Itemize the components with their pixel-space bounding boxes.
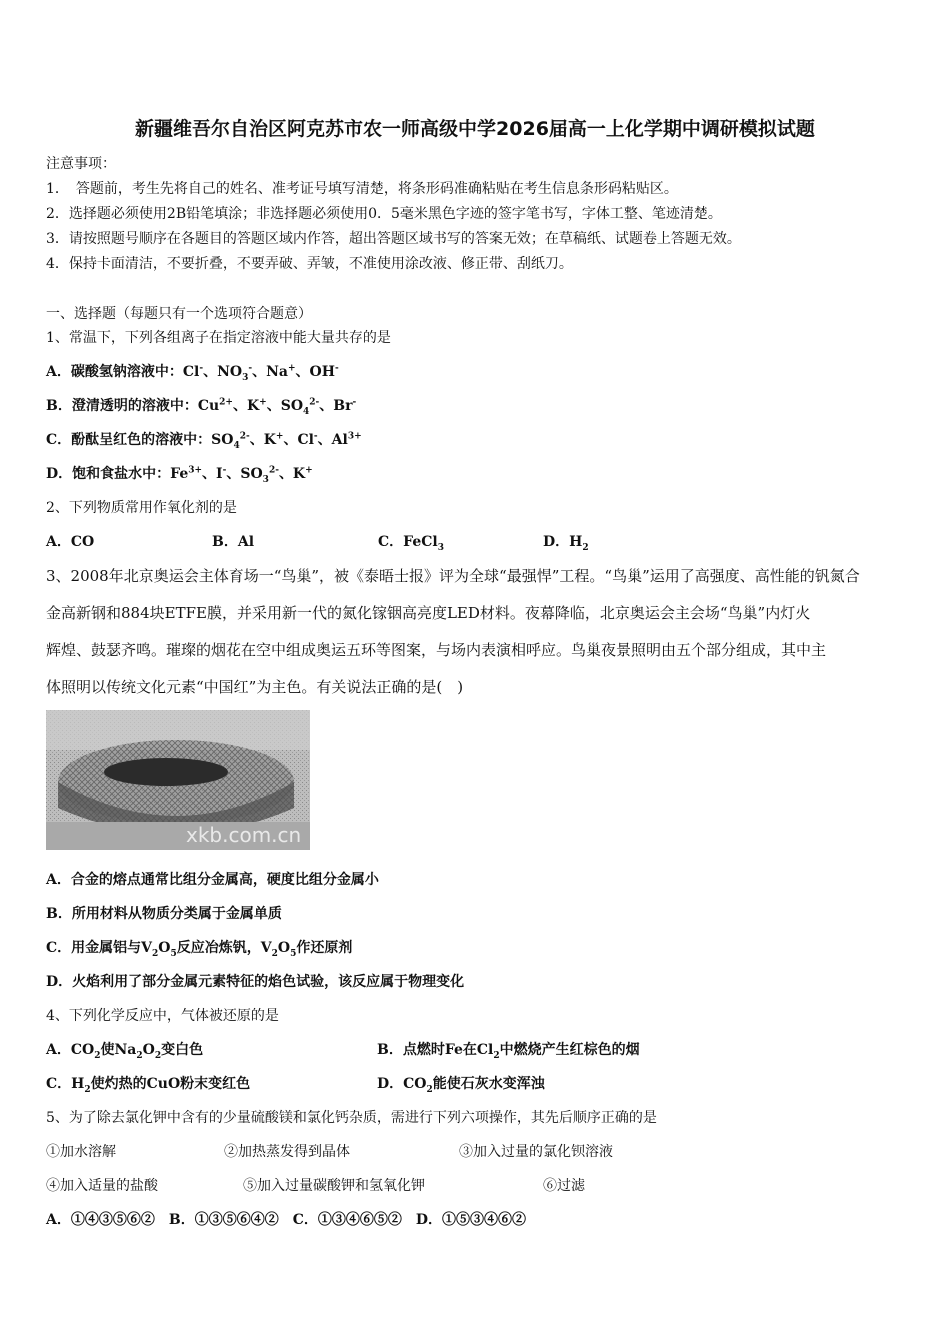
q4-option-a: A．$CO_2$使$Na_2O_2$变白色: [46, 1042, 204, 1061]
q1-stem: 1、常温下，下列各组离子在指定溶液中能大量共存的是: [46, 330, 391, 346]
notice-item-2: 2．选择题必须使用2B铅笔填涂；非选择题必须使用0．5毫米黑色字迹的签字笔书写，字体工整、笔迹清楚。: [46, 206, 722, 222]
q5-step-5: ⑤加入过量碳酸钾和氢氧化钾: [243, 1178, 425, 1194]
q4-option-b: B．点燃时Fe在$Cl_2$中燃烧产生红棕色的烟: [377, 1042, 640, 1061]
birds-nest-stadium-photo: [46, 710, 310, 850]
page-title: 新疆维吾尔自治区阿克苏市农一师高级中学2026届高一上化学期中调研模拟试题: [135, 118, 815, 140]
q2-stem: 2、下列物质常用作氧化剂的是: [46, 500, 237, 516]
q2-option-c: C．FeCl$_3$: [378, 534, 444, 553]
q1-option-d: D．饱和食盐水中：$Fe^{3+}$、I-、$SO_3^{2-}$、K+: [46, 465, 313, 485]
q2-option-a: A．CO: [46, 534, 95, 550]
q5-step-6: ⑥过滤: [543, 1178, 585, 1194]
notice-item-3: 3．请按照题号顺序在各题目的答题区域内作答，超出答题区域书写的答案无效；在草稿纸、试题卷上答题无效。: [46, 231, 741, 247]
photo-watermark: xkb.com.cn: [186, 823, 302, 847]
notice-heading: 注意事项：: [46, 156, 116, 172]
q5-step-4: ④加入适量的盐酸: [46, 1178, 158, 1194]
q5-step-2: ②加热蒸发得到晶体: [224, 1144, 350, 1160]
q2-option-b: B．Al: [212, 534, 255, 550]
q4-stem: 4、下列化学反应中，气体被还原的是: [46, 1008, 279, 1024]
section-heading: 一、选择题（每题只有一个选项符合题意）: [46, 306, 312, 322]
q5-stem: 5、为了除去氯化钾中含有的少量硫酸镁和氯化钙杂质，需进行下列六项操作，其先后顺序正确的是: [46, 1110, 657, 1126]
q3-stem-line-2: 金高新钢和884块ETFE膜，并采用新一代的氮化镓铟高亮度LED材料。夜幕降临，北京奥运会主会场“鸟巢”内灯火: [46, 604, 811, 622]
q1-option-c: C．酚酞呈红色的溶液中：$SO_4^{2-}$、K+、Cl-、$Al^{3+}$: [46, 431, 362, 451]
q1-option-a: A．碳酸氢钠溶液中：Cl-、$NO_3^-$、Na+、OH-: [46, 363, 339, 383]
q3-stem-line-4: 体照明以传统文化元素“中国红”为主色。有关说法正确的是( ): [46, 678, 464, 696]
q3-option-a: A．合金的熔点通常比组分金属高，硬度比组分金属小: [46, 872, 379, 888]
q3-stem-line-3: 辉煌、鼓瑟齐鸣。璀璨的烟花在空中组成奥运五环等图案，与场内表演相呼应。鸟巢夜景照明由五个部分组成，其中主: [46, 641, 827, 659]
notice-item-4: 4．保持卡面清洁，不要折叠，不要弄破、弄皱，不准使用涂改液、修正带、刮纸刀。: [46, 256, 573, 272]
q3-stem-line-1: 3、2008年北京奥运会主体育场一“鸟巢”，被《泰晤士报》评为全球“最强悍”工程。“鸟巢”运用了高强度、高性能的钒氮合: [46, 567, 860, 585]
notice-item-1: 1． 答题前，考生先将自己的姓名、准考证号填写清楚，将条形码准确粘贴在考生信息条形码粘贴区。: [46, 181, 678, 197]
q3-option-d: D．火焰利用了部分金属元素特征的焰色试验，该反应属于物理变化: [46, 974, 465, 990]
q5-options: A．①④③⑤⑥② B．①③⑤⑥④② C．①③④⑥⑤② D．①⑤③④⑥②: [46, 1212, 526, 1228]
q5-step-1: ①加水溶解: [46, 1144, 116, 1160]
q4-option-c: C．$H_2$使灼热的CuO粉末变红色: [46, 1076, 251, 1095]
q5-step-3: ③加入过量的氯化钡溶液: [459, 1144, 613, 1160]
q3-option-c: C．用金属铝与$V_2O_5$反应冶炼钒，$V_2O_5$作还原剂: [46, 940, 353, 959]
q1-option-b: B．澄清透明的溶液中：$Cu^{2+}$、K+、$SO_4^{2-}$、Br-: [46, 397, 357, 417]
q3-option-b: B．所用材料从物质分类属于金属单质: [46, 906, 282, 922]
q4-option-d: D．$CO_2$能使石灰水变浑浊: [377, 1076, 545, 1095]
q2-option-d: D．$H_2$: [543, 534, 589, 553]
